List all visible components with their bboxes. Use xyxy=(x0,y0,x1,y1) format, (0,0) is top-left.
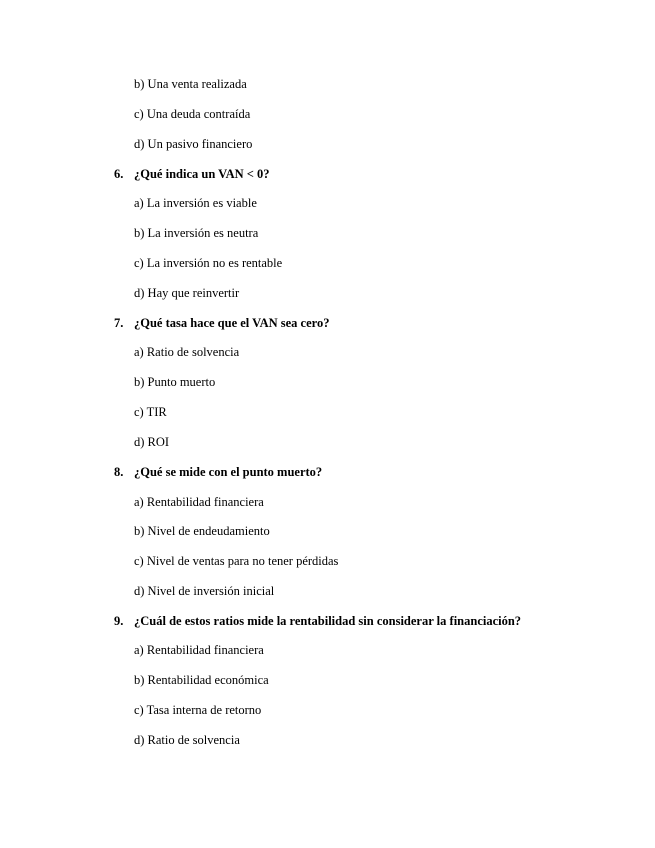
option-9c: c) Tasa interna de retorno xyxy=(134,703,262,717)
option-5c: c) Una deuda contraída xyxy=(134,107,251,121)
question-7-text: ¿Qué tasa hace que el VAN sea cero? xyxy=(134,316,330,330)
option-7d: d) ROI xyxy=(134,435,170,449)
question-9 xyxy=(114,613,521,629)
question-9-text: ¿Cuál de estos ratios mide la rentabilidad sin considerar la financiación? xyxy=(134,614,522,628)
question-7 xyxy=(114,315,329,331)
option-8a: a) Rentabilidad financiera xyxy=(134,495,264,509)
question-6-text: ¿Qué indica un VAN < 0? xyxy=(134,167,270,181)
question-8-text: ¿Qué se mide con el punto muerto? xyxy=(134,465,323,479)
option-5d: d) Un pasivo financiero xyxy=(134,137,253,151)
option-6c: c) La inversión no es rentable xyxy=(134,256,283,270)
question-9-number: 9. xyxy=(114,614,124,628)
option-6a: a) La inversión es viable xyxy=(134,196,257,210)
question-8 xyxy=(114,464,322,480)
option-5b: b) Una venta realizada xyxy=(134,77,247,91)
question-7-number: 7. xyxy=(114,316,124,330)
option-6d: d) Hay que reinvertir xyxy=(134,286,240,300)
option-9a: a) Rentabilidad financiera xyxy=(134,643,264,657)
option-6b: b) La inversión es neutra xyxy=(134,226,259,240)
option-7b: b) Punto muerto xyxy=(134,375,216,389)
option-8c: c) Nivel de ventas para no tener pérdidas xyxy=(134,554,339,568)
question-6-number: 6. xyxy=(114,167,124,181)
option-9d: d) Ratio de solvencia xyxy=(134,733,240,747)
question-8-number: 8. xyxy=(114,465,124,479)
question-6 xyxy=(114,166,270,182)
option-9b: b) Rentabilidad económica xyxy=(134,673,269,687)
option-8b: b) Nivel de endeudamiento xyxy=(134,524,270,538)
option-7c: c) TIR xyxy=(134,405,167,419)
option-8d: d) Nivel de inversión inicial xyxy=(134,584,275,598)
option-7a: a) Ratio de solvencia xyxy=(134,345,240,359)
